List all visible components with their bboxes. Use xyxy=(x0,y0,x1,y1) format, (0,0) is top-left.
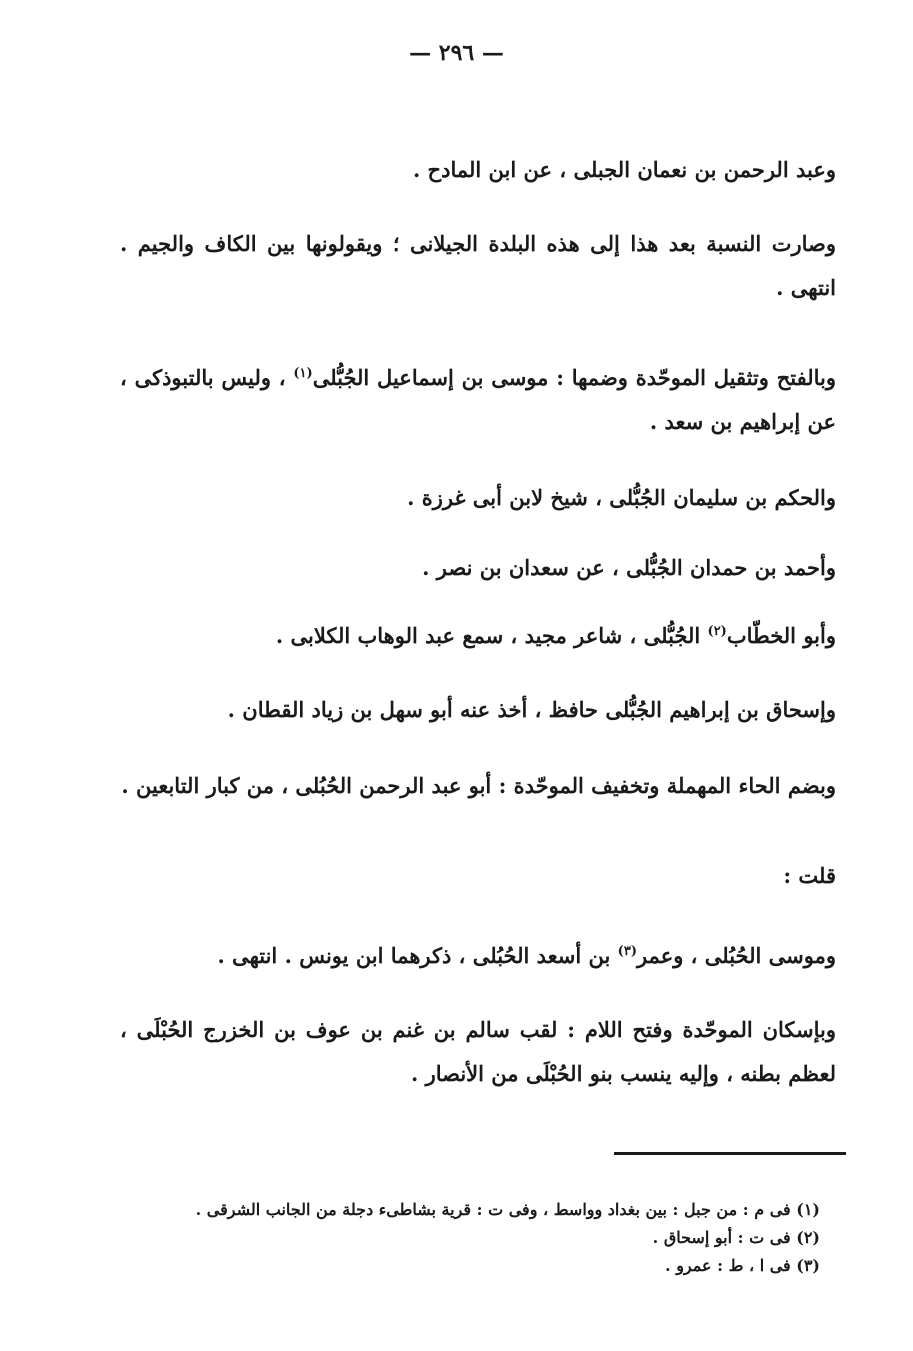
paragraph-1: وعبد الرحمن بن نعمان الجبلى ، عن ابن المادح . xyxy=(412,157,836,182)
paragraph-11: وبإسكان الموحّدة وفتح اللام : لقب سالم بن غنم بن عوف بن الخزرج الحُبْلَى ، لعظم بطنه ، وإليه ينسب بنو الحُبْلَى من الأنصار . xyxy=(120,1017,836,1086)
paragraph-10 xyxy=(120,934,836,978)
paragraph-3 xyxy=(120,356,836,444)
paragraph-6-text: وأبو الخطّاب xyxy=(726,623,836,648)
footnote-divider xyxy=(614,1152,846,1155)
paragraph-8: وبضم الحاء المهملة وتخفيف الموحّدة : أبو عبد الرحمن الحُبُلى ، من كبار التابعين . xyxy=(121,773,836,798)
paragraph-5: وأحمد بن حمدان الجُبُّلى ، عن سعدان بن نصر . xyxy=(422,555,836,580)
footnote-marker-3[interactable]: (٣) xyxy=(617,944,637,959)
paragraph-6-tail: الجُبُّلى ، شاعر مجيد ، سمع عبد الوهاب الكلابى . xyxy=(275,623,701,648)
paragraph-10-text: وموسى الحُبُلى ، وعمر xyxy=(636,943,836,968)
paragraph-7: وإسحاق بن إبراهيم الجُبُّلى حافظ ، أخذ عنه أبو سهل بن زياد القطان . xyxy=(227,697,836,722)
footnote-marker-2[interactable]: (٢) xyxy=(707,624,727,639)
paragraph-9: قلت : xyxy=(783,863,836,888)
footnote-marker-1[interactable]: (١) xyxy=(293,366,313,381)
footnote-3: (٣) فى ا ، ط : عمرو . xyxy=(665,1256,820,1275)
page-number: — ٢٩٦ — xyxy=(409,40,504,66)
paragraph-2: وصارت النسبة بعد هذا إلى هذه البلدة الجيلانى ؛ ويقولونها بين الكاف والجيم . انتهى . xyxy=(120,231,836,300)
footnote-1: (١) فى م : من جبل : بين بغداد وواسط ، وفى ت : قرية بشاطىء دجلة من الجانب الشرقى . xyxy=(195,1200,820,1219)
paragraph-10-tail: بن أسعد الحُبُلى ، ذكرهما ابن يونس . انتهى . xyxy=(217,943,611,968)
footnotes xyxy=(180,1196,820,1280)
paragraph-4: والحكم بن سليمان الجُبُّلى ، شيخ لابن أبى غرزة . xyxy=(407,485,836,510)
footnote-2: (٢) فى ت : أبو إسحاق . xyxy=(652,1228,820,1247)
paragraph-3-text: وبالفتح وتثقيل الموحّدة وضمها : موسى بن إسماعيل الجُبُّلى xyxy=(312,365,837,390)
paragraph-6 xyxy=(120,614,836,658)
paragraph-3-tail: ، وليس بالتبوذكى ، عن إبراهيم بن سعد . xyxy=(120,365,836,434)
